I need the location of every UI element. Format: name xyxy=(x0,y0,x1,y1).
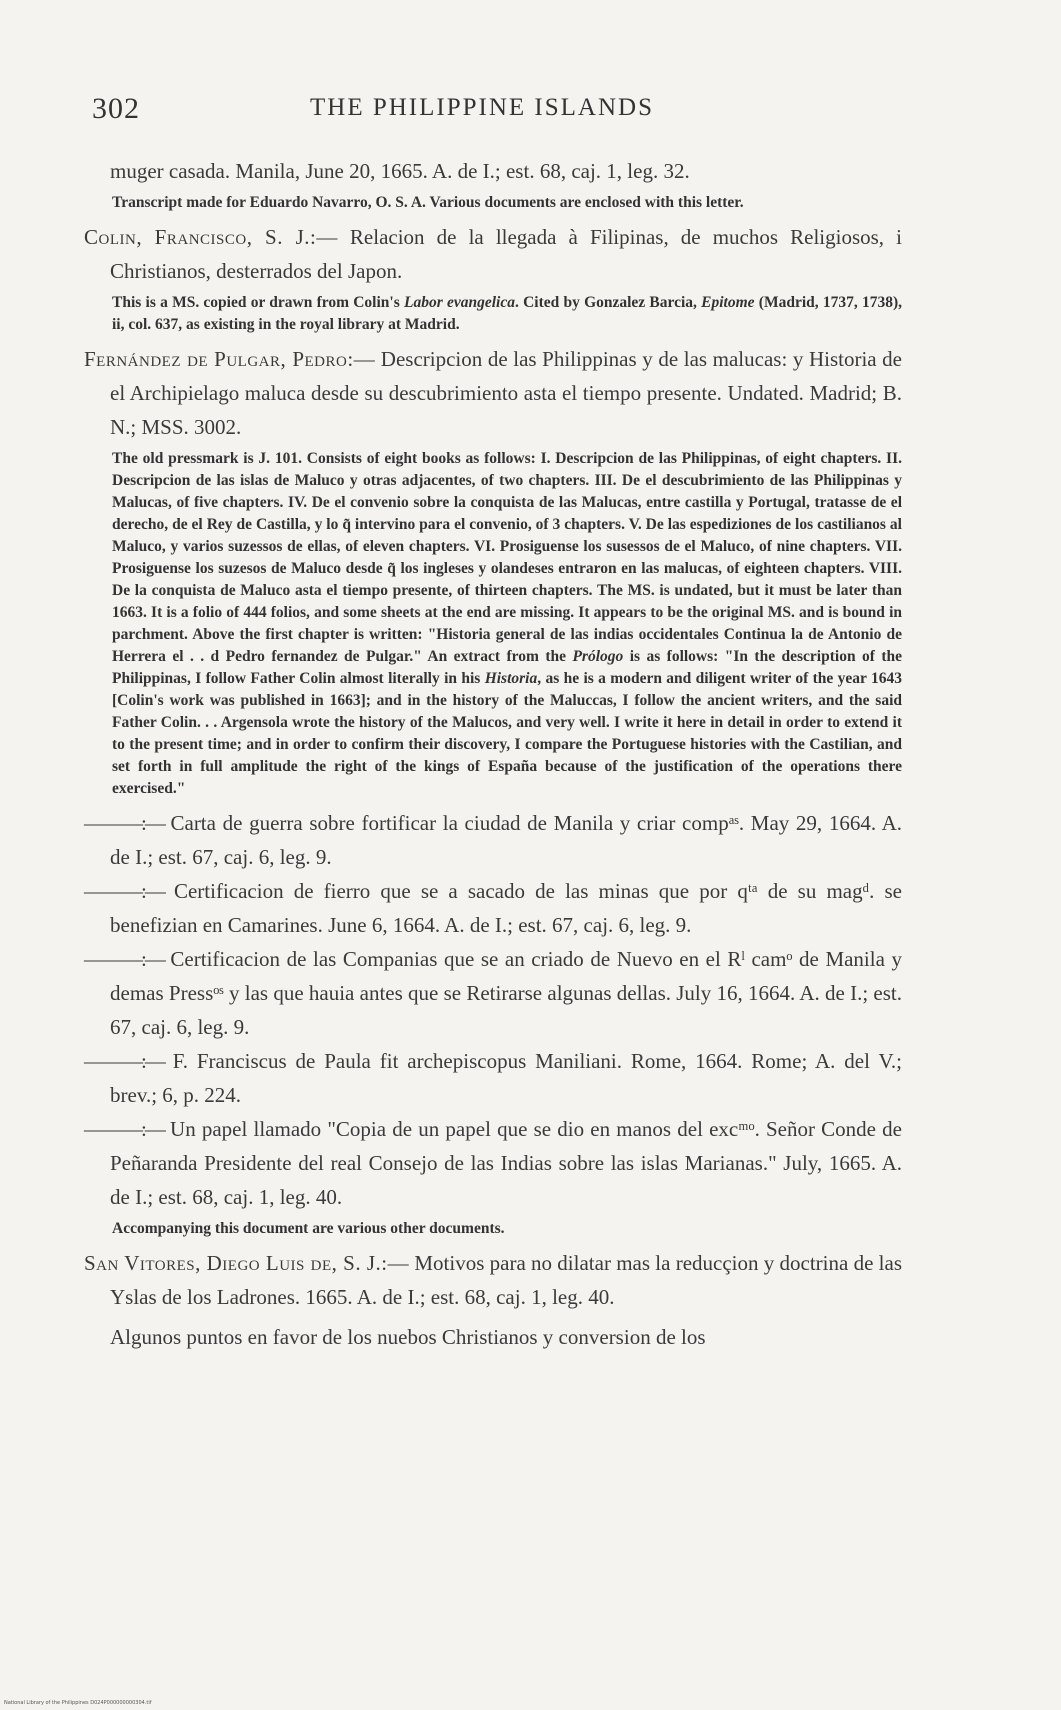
entry-dash: ———:— xyxy=(84,879,164,903)
note-italic: Historia xyxy=(484,670,538,687)
entry-title: Un papel llamado "Copia de un papel que se dio en manos del excᵐᵒ. Señor Conde de Peñaranda Presidente del real Consejo de las Indias sobre las islas Marianas." July, 1665. A. de I.; est. 68, caj. 1, leg. 40. xyxy=(110,1117,902,1209)
entry-fernandez-de-pulgar xyxy=(84,342,902,800)
note-italic: Epitome xyxy=(701,294,755,311)
entry-title: Certificacion de las Companias que se an criado de Nuevo en el Rˡ camᵒ de Manila y demas Pressᵒˢ y las que hauia antes que se Retirarse algunas dellas. July 16, 1664. A. de I.; est. 67, caj. 6, leg. 9. xyxy=(110,947,903,1039)
entry-dash: ———:— xyxy=(84,1049,164,1073)
entry-text: muger casada. Manila, June 20, 1665. A. de I.; est. 68, caj. 1, leg. 32. xyxy=(110,159,690,183)
entry-note xyxy=(84,448,902,800)
entry-algunos-puntos xyxy=(84,1320,902,1354)
entry-text xyxy=(84,874,902,942)
page-body xyxy=(84,154,902,1354)
entry-franciscus-de-paula xyxy=(84,1044,902,1112)
note-text: (Madrid, 1737, 1738), ii, col. 637, as existing in the royal library at Madrid. xyxy=(112,294,902,333)
entry-dash: ———:— xyxy=(84,1117,164,1141)
entry-text xyxy=(84,942,902,1044)
note-text: , as he is a modern and diligent writer of the year 1643 [Colin's work was published in 1663]; and in the history of the Maluccas, I follow the ancient writers, and the said Father Colin. . . Argensola wrote the history of the Malucos, and very well. I write it here in detail in order to extend it to the present time; and in order to confirm their discovery, I compare the Portuguese histories with the Castilian, and set forth in full amplitude the right of the kings of España because of the justification of the operations there exercised." xyxy=(112,670,902,797)
entry-note: Transcript made for Eduardo Navarro, O. S. A. Various documents are enclosed with this letter. xyxy=(112,194,744,211)
entry-colin xyxy=(84,220,902,336)
entry-title: Relacion de la llegada à Filipinas, de muchos Religiosos, i Christianos, desterrados del Japon. xyxy=(110,225,902,283)
entry-certificacion-companias xyxy=(84,942,902,1044)
entry-dash: ———:— xyxy=(84,947,164,971)
entry-certificacion-fierro xyxy=(84,874,902,942)
entry-text: Algunos puntos en favor de los nuebos Christianos y conversion de los xyxy=(110,1325,706,1349)
entry-continuation xyxy=(84,154,902,214)
entry-author: Fernández de Pulgar, Pedro:— xyxy=(84,347,376,371)
entry-dash: ———:— xyxy=(84,811,164,835)
note-text: The old pressmark is J. 101. Consists of eight books as follows: I. Descripcion de las Philippinas, of eight chapters. II. Descripcion de las islas de Maluco y otras adjacentes, of two chapters. III. De el descubrimiento de las Philippinas y Malucas, of five chapters. IV. De el convenio sobre la conquista de las Malucas, entre castilla y Portugal, tratasse de el derecho, de el Rey de Castilla, y lo q̃ intervino para el convenio, of 3 chapters. V. De las espediziones de los castilianos al Maluco, y varios suzessos de ellas, of eleven chapters. VI. Prosiguense los susessos de el Maluco, of nine chapters. VII. Prosiguense los suzesos de Maluco desde q̃ los ingleses y olandeses entraron en las malucas, of eighteen chapters. VIII. De la conquista de Maluco asta el tiempo presente, of thirteen chapters. The MS. is undated, but it must be later than 1663. It is a folio of 444 folios, and some sheets at the end are missing. It appears to be the original MS. and is bound in parchment. Above the first chapter is written: "Historia general de las indias occidentales Continua la de Antonio de Herrera el . . d Pedro fernandez de Pulgar." An extract from the xyxy=(112,450,902,665)
scan-footer: National Library of the Philippines D024P000000000304.tif xyxy=(4,1700,152,1706)
note-text: This is a MS. copied or drawn from Colin's xyxy=(112,294,404,311)
entry-title: Descripcion de las Philippinas y de las malucas: y Historia de el Archipielago maluca desde su descubrimiento asta el tiempo presente. Undated. Madrid; B. N.; MSS. 3002. xyxy=(110,347,903,439)
running-title: THE PHILIPPINE ISLANDS xyxy=(310,94,654,121)
note-text: . Cited by Gonzalez Barcia, xyxy=(514,294,702,311)
entry-un-papel xyxy=(84,1112,902,1240)
entry-san-vitores xyxy=(84,1246,902,1314)
entry-carta-de-guerra xyxy=(84,806,902,874)
entry-note: Accompanying this document are various other documents. xyxy=(112,1220,505,1237)
entry-title: Motivos para no dilatar mas la reducçion y doctrina de las Yslas de los Ladrones. 1665. A. de I.; est. 68, caj. 1, leg. 40. xyxy=(110,1251,903,1309)
entry-text xyxy=(84,1044,902,1112)
entry-text xyxy=(84,1112,902,1214)
entry-author: San Vitores, Diego Luis de, S. J.:— xyxy=(84,1251,410,1275)
entry-title: Certificacion de fierro que se a sacado de las minas que por qᵗᵃ de su magᵈ. se benefizian en Camarines. June 6, 1664. A. de I.; est. 67, caj. 6, leg. 9. xyxy=(110,879,902,937)
entry-note xyxy=(84,292,902,336)
entry-title: Carta de guerra sobre fortificar la ciudad de Manila y criar compᵃˢ. May 29, 1664. A. de I.; est. 67, caj. 6, leg. 9. xyxy=(110,811,902,869)
page-number: 302 xyxy=(92,92,140,125)
entry-text xyxy=(84,1246,902,1314)
entry-text xyxy=(84,806,902,874)
note-text: is as follows: "In the description of the Philippinas, I follow Father Colin almost literally in his xyxy=(112,648,902,687)
note-italic: Prólogo xyxy=(572,648,624,665)
entry-text xyxy=(84,220,902,288)
note-italic: Labor evangelica xyxy=(403,294,515,311)
entry-author: Colin, Francisco, S. J.:— xyxy=(84,225,338,249)
page-header xyxy=(92,92,952,132)
entry-title: F. Franciscus de Paula fit archepiscopus Maniliani. Rome, 1664. Rome; A. del V.; brev.; 6, p. 224. xyxy=(110,1049,902,1107)
entry-text xyxy=(84,342,902,444)
